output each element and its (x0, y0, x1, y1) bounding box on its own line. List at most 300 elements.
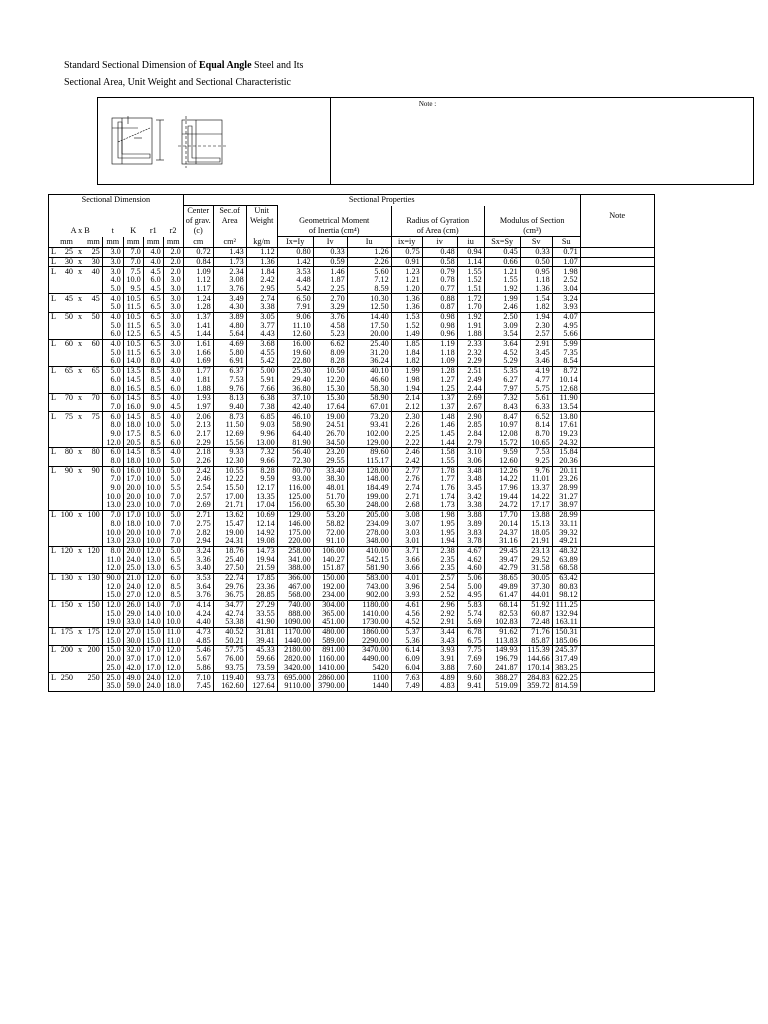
cell-type (49, 322, 59, 331)
cell-riv: 1.98 (422, 510, 457, 519)
cell-r1: 10.0 (143, 510, 163, 519)
cell-x (75, 384, 85, 393)
cell-size-b: 25 (85, 248, 102, 258)
cell-iu: 12.50 (347, 303, 391, 312)
cell-type: L (49, 546, 59, 555)
cell-k: 27.0 (123, 591, 143, 600)
header-unit-mm-r2: mm (163, 237, 183, 248)
cell-area: 3.49 (213, 294, 246, 303)
cell-riv: 1.74 (422, 493, 457, 502)
cell-size-a: 100 (58, 510, 75, 519)
cell-riu: 4.62 (457, 555, 484, 564)
cell-rix: 2.76 (391, 475, 422, 484)
cell-k: 26.0 (123, 600, 143, 609)
cell-ix: 740.00 (277, 600, 313, 609)
cell-size-a (58, 501, 75, 510)
cell-weight: 28.85 (246, 591, 277, 600)
cell-sx: 3.64 (484, 339, 520, 348)
cell-r2: 8.5 (163, 582, 183, 591)
cell-sx: 102.83 (484, 618, 520, 627)
cell-t: 6.0 (102, 330, 123, 339)
cell-iv: 3.76 (313, 312, 347, 321)
cell-type (49, 664, 59, 673)
cell-size-a (58, 655, 75, 664)
cell-su: 17.61 (552, 421, 580, 430)
cell-size-a (58, 438, 75, 447)
cell-weight: 2.95 (246, 285, 277, 294)
cell-size-a (58, 457, 75, 466)
cell-sx: 31.16 (484, 537, 520, 546)
cell-su: 10.14 (552, 376, 580, 385)
cell-area: 76.00 (213, 655, 246, 664)
cell-note (580, 322, 654, 331)
cell-cg: 3.24 (183, 546, 213, 555)
cell-riu: 2.32 (457, 349, 484, 358)
cell-cg: 4.14 (183, 600, 213, 609)
cell-size-b (85, 610, 102, 619)
cell-su: 13.54 (552, 403, 580, 412)
cell-note (580, 637, 654, 646)
cell-weight: 5.42 (246, 357, 277, 366)
cell-r1: 10.0 (143, 537, 163, 546)
cell-x (75, 537, 85, 546)
cell-r1: 8.5 (143, 412, 163, 421)
cell-su: 98.12 (552, 591, 580, 600)
cell-sx: 4.52 (484, 349, 520, 358)
header-unit: Unit (246, 206, 277, 217)
cell-t: 15.0 (102, 610, 123, 619)
cell-sx: 5.35 (484, 366, 520, 375)
cell-rix: 2.77 (391, 466, 422, 475)
cell-rix: 2.26 (391, 421, 422, 430)
cell-weight: 17.04 (246, 501, 277, 510)
cell-riv: 2.38 (422, 546, 457, 555)
cell-area: 53.38 (213, 618, 246, 627)
cell-type (49, 682, 59, 691)
cell-riu: 1.92 (457, 312, 484, 321)
cell-note (580, 528, 654, 537)
cell-t: 15.0 (102, 591, 123, 600)
header-unit-mm-k: mm (123, 237, 143, 248)
cell-sv: 7.53 (520, 448, 552, 457)
cell-k: 20.0 (123, 528, 143, 537)
cell-size-a: 90 (58, 466, 75, 475)
cell-sx: 24.37 (484, 528, 520, 537)
cell-x: x (75, 412, 85, 421)
cell-cg: 7.10 (183, 673, 213, 682)
cell-riu: 3.06 (457, 457, 484, 466)
cell-x (75, 475, 85, 484)
cell-note (580, 646, 654, 655)
cell-cg: 2.29 (183, 438, 213, 447)
cell-t: 6.0 (102, 376, 123, 385)
cell-type (49, 537, 59, 546)
cell-su: 383.25 (552, 664, 580, 673)
cell-type: L (49, 573, 59, 582)
cell-area: 10.55 (213, 466, 246, 475)
header-riv: iv (422, 237, 457, 248)
cell-iv: 0.59 (313, 257, 347, 267)
cell-x: x (75, 466, 85, 475)
cell-ix: 19.60 (277, 349, 313, 358)
cell-type (49, 493, 59, 502)
equal-angle-diagram (98, 98, 330, 184)
cell-r1: 10.0 (143, 493, 163, 502)
cell-weight: 33.55 (246, 610, 277, 619)
cell-sv: 37.30 (520, 582, 552, 591)
cell-su: 23.26 (552, 475, 580, 484)
cell-sx: 12.60 (484, 457, 520, 466)
cell-t: 5.0 (102, 322, 123, 331)
cell-cg: 1.17 (183, 285, 213, 294)
cell-note (580, 403, 654, 412)
cell-size-b: 120 (85, 546, 102, 555)
table-row (49, 285, 655, 294)
cell-size-a: 50 (58, 312, 75, 321)
cell-sv: 18.05 (520, 528, 552, 537)
cell-cg: 7.45 (183, 682, 213, 691)
cell-t: 4.0 (102, 312, 123, 321)
header-iu: Iu (347, 237, 391, 248)
cell-size-b (85, 475, 102, 484)
cell-iu: 31.20 (347, 349, 391, 358)
cell-area: 57.75 (213, 646, 246, 655)
cell-size-b (85, 276, 102, 285)
cell-r2: 6.0 (163, 384, 183, 393)
table-row (49, 357, 655, 366)
cell-riu: 3.83 (457, 528, 484, 537)
cell-ix: 64.40 (277, 430, 313, 439)
cell-weight: 1.36 (246, 257, 277, 267)
cell-iv: 589.00 (313, 637, 347, 646)
cell-note (580, 493, 654, 502)
cell-iu: 234.09 (347, 520, 391, 529)
cell-weight: 14.92 (246, 528, 277, 537)
cell-riu: 5.00 (457, 582, 484, 591)
cell-weight: 27.29 (246, 600, 277, 609)
cell-k: 25.0 (123, 564, 143, 573)
header-unit-mm-b: mm (85, 237, 102, 248)
cell-riv: 2.57 (422, 573, 457, 582)
cell-x (75, 655, 85, 664)
cell-su: 1.98 (552, 267, 580, 276)
cell-iu: 583.00 (347, 573, 391, 582)
cell-sv: 14.22 (520, 493, 552, 502)
cell-riu: 2.84 (457, 430, 484, 439)
cell-r1: 9.0 (143, 403, 163, 412)
cell-note (580, 591, 654, 600)
cell-riv: 1.19 (422, 339, 457, 348)
cell-ix: 16.00 (277, 339, 313, 348)
cell-weight: 9.59 (246, 475, 277, 484)
cell-sv: 5.75 (520, 384, 552, 393)
cell-sv: 2.57 (520, 330, 552, 339)
cell-type (49, 655, 59, 664)
cell-riv: 0.96 (422, 330, 457, 339)
header-spacer (49, 206, 184, 217)
cell-ix: 29.40 (277, 376, 313, 385)
cell-size-a (58, 537, 75, 546)
cell-size-b (85, 376, 102, 385)
cell-x: x (75, 267, 85, 276)
cell-type: L (49, 510, 59, 519)
cell-riv: 1.73 (422, 501, 457, 510)
cell-sx: 61.47 (484, 591, 520, 600)
cell-iu: 3470.00 (347, 646, 391, 655)
header-a-x-b: A x B (70, 226, 90, 236)
cell-note (580, 582, 654, 591)
cell-iu: 115.17 (347, 457, 391, 466)
cell-r1: 6.0 (143, 276, 163, 285)
cell-r1: 6.5 (143, 339, 163, 348)
cell-type (49, 438, 59, 447)
cell-ix: 388.00 (277, 564, 313, 573)
cell-t: 9.0 (102, 484, 123, 493)
cell-x (75, 322, 85, 331)
cell-size-a (58, 664, 75, 673)
cell-iu: 89.60 (347, 448, 391, 457)
cell-sv: 13.88 (520, 510, 552, 519)
cell-su: 33.11 (552, 520, 580, 529)
cell-r2: 2.0 (163, 267, 183, 276)
cell-ix: 568.00 (277, 591, 313, 600)
cell-type: L (49, 673, 59, 682)
cell-weight: 14.73 (246, 546, 277, 555)
cell-cg: 1.93 (183, 394, 213, 403)
cell-note (580, 248, 654, 258)
cell-weight: 10.69 (246, 510, 277, 519)
cell-sv: 4.77 (520, 376, 552, 385)
cell-r1: 17.0 (143, 646, 163, 655)
cell-x (75, 564, 85, 573)
cell-rix: 2.12 (391, 403, 422, 412)
cell-iv: 1.87 (313, 276, 347, 285)
cell-iu: 2.26 (347, 257, 391, 267)
note-box (97, 97, 754, 185)
cell-sx: 7.32 (484, 394, 520, 403)
cell-iv: 23.20 (313, 448, 347, 457)
cell-riu: 2.90 (457, 412, 484, 421)
cell-riu: 3.48 (457, 475, 484, 484)
cell-k: 16.0 (123, 403, 143, 412)
cell-size-b (85, 322, 102, 331)
cell-t: 6.0 (102, 466, 123, 475)
cell-t: 10.0 (102, 493, 123, 502)
cell-riv: 1.45 (422, 430, 457, 439)
cell-note (580, 673, 654, 682)
cell-riv: 1.95 (422, 520, 457, 529)
cell-cg: 2.82 (183, 528, 213, 537)
cell-t: 15.0 (102, 646, 123, 655)
cell-r2: 11.0 (163, 627, 183, 636)
cell-ix: 81.90 (277, 438, 313, 447)
cell-r2: 7.0 (163, 520, 183, 529)
cell-k: 49.0 (123, 673, 143, 682)
cell-ix: 42.40 (277, 403, 313, 412)
cell-type (49, 555, 59, 564)
cell-t: 4.0 (102, 294, 123, 303)
cell-r2: 6.0 (163, 438, 183, 447)
cell-su: 39.32 (552, 528, 580, 537)
cell-size-a (58, 520, 75, 529)
cell-size-a (58, 330, 75, 339)
cell-weight: 73.59 (246, 664, 277, 673)
cell-size-b: 40 (85, 267, 102, 276)
cell-su: 622.25 (552, 673, 580, 682)
cell-su: 49.21 (552, 537, 580, 546)
header-of-area: of Area (cm) (391, 226, 484, 237)
cell-x (75, 457, 85, 466)
cell-sv: 29.52 (520, 555, 552, 564)
cell-r2: 3.0 (163, 312, 183, 321)
cell-area: 12.69 (213, 430, 246, 439)
cell-area: 119.40 (213, 673, 246, 682)
cell-note (580, 664, 654, 673)
cell-k: 14.5 (123, 376, 143, 385)
cell-riv: 1.28 (422, 366, 457, 375)
cell-r1: 8.5 (143, 394, 163, 403)
cell-weight: 1.84 (246, 267, 277, 276)
cell-size-b: 30 (85, 257, 102, 267)
cell-size-a: 60 (58, 339, 75, 348)
cell-sx: 7.97 (484, 384, 520, 393)
cell-size-b (85, 384, 102, 393)
cell-cg: 1.12 (183, 276, 213, 285)
cell-k: 11.5 (123, 349, 143, 358)
cell-k: 16.5 (123, 384, 143, 393)
cell-note (580, 294, 654, 303)
cell-note (580, 448, 654, 457)
cell-note (580, 276, 654, 285)
cell-riu: 2.29 (457, 357, 484, 366)
cell-t: 6.0 (102, 357, 123, 366)
cell-sx: 0.45 (484, 248, 520, 258)
cell-area: 3.08 (213, 276, 246, 285)
cell-iv: 2.70 (313, 294, 347, 303)
header-unit-kgm: kg/m (246, 237, 277, 248)
cell-size-b (85, 582, 102, 591)
equal-angle-table (48, 194, 655, 692)
cell-riv: 0.78 (422, 276, 457, 285)
cell-cg: 3.36 (183, 555, 213, 564)
cell-area: 27.50 (213, 564, 246, 573)
cell-area: 3.89 (213, 312, 246, 321)
cell-riv: 1.25 (422, 384, 457, 393)
cell-riu: 1.51 (457, 285, 484, 294)
cell-size-b (85, 501, 102, 510)
header-rix: ix=iy (391, 237, 422, 248)
cell-t: 8.0 (102, 520, 123, 529)
cell-iu: 278.00 (347, 528, 391, 537)
cell-x: x (75, 546, 85, 555)
cell-iu: 20.00 (347, 330, 391, 339)
cell-t: 12.0 (102, 582, 123, 591)
cell-iu: 348.00 (347, 537, 391, 546)
cell-cg: 3.53 (183, 573, 213, 582)
cell-t: 6.0 (102, 394, 123, 403)
cell-r1: 10.0 (143, 457, 163, 466)
cell-r1: 8.5 (143, 430, 163, 439)
cell-cg: 1.24 (183, 294, 213, 303)
header-unit-mm-a: mm (58, 237, 75, 248)
cell-rix: 2.68 (391, 501, 422, 510)
cell-r2: 5.0 (163, 421, 183, 430)
cell-riv: 3.43 (422, 637, 457, 646)
cell-iv: 106.00 (313, 546, 347, 555)
cell-r2: 3.0 (163, 285, 183, 294)
cell-iv: 2860.00 (313, 673, 347, 682)
cell-sx: 5.29 (484, 357, 520, 366)
cell-x: x (75, 510, 85, 519)
cell-size-a (58, 403, 75, 412)
cell-ix: 695.000 (277, 673, 313, 682)
cell-riu: 2.85 (457, 421, 484, 430)
cell-size-a (58, 276, 75, 285)
cell-size-b (85, 438, 102, 447)
cell-x (75, 285, 85, 294)
cell-r2: 10.0 (163, 618, 183, 627)
cell-x: x (75, 366, 85, 375)
cell-sv: 8.14 (520, 421, 552, 430)
cell-type: L (49, 257, 59, 267)
cell-sv: 23.13 (520, 546, 552, 555)
cell-iv: 17.64 (313, 403, 347, 412)
cell-rix: 1.53 (391, 312, 422, 321)
header-spacer-2 (277, 206, 391, 217)
cell-ix: 36.80 (277, 384, 313, 393)
cell-riu: 3.78 (457, 537, 484, 546)
cell-note (580, 610, 654, 619)
cell-iu: 1730.00 (347, 618, 391, 627)
cell-iv: 3.29 (313, 303, 347, 312)
cell-riu: 2.69 (457, 394, 484, 403)
cell-size-b (85, 564, 102, 573)
cell-riv: 0.87 (422, 303, 457, 312)
cell-t: 90.0 (102, 573, 123, 582)
cell-t: 3.0 (102, 257, 123, 267)
cell-iv: 3790.00 (313, 682, 347, 691)
cell-size-a: 65 (58, 366, 75, 375)
cell-r2: 7.0 (163, 600, 183, 609)
cell-cg: 1.44 (183, 330, 213, 339)
cell-size-b (85, 664, 102, 673)
cell-ix: 12.60 (277, 330, 313, 339)
cell-size-a (58, 376, 75, 385)
cell-riu: 1.88 (457, 330, 484, 339)
cell-type: L (49, 267, 59, 276)
cell-area: 6.37 (213, 366, 246, 375)
cell-iv: 65.30 (313, 501, 347, 510)
cell-iv: 4.58 (313, 322, 347, 331)
cell-area: 3.76 (213, 285, 246, 294)
cell-su: 11.90 (552, 394, 580, 403)
cell-iu: 46.60 (347, 376, 391, 385)
cell-ix: 129.00 (277, 510, 313, 519)
cell-iv: 8.28 (313, 357, 347, 366)
cell-t: 10.0 (102, 528, 123, 537)
table-row (49, 384, 655, 393)
cell-r1: 10.0 (143, 484, 163, 493)
cell-weight: 12.17 (246, 484, 277, 493)
cell-cg: 3.76 (183, 591, 213, 600)
cell-sv: 3.46 (520, 357, 552, 366)
cell-k: 20.0 (123, 546, 143, 555)
cell-r2: 7.0 (163, 501, 183, 510)
table-row (49, 501, 655, 510)
header-area: Area (213, 216, 246, 226)
cell-riv: 4.83 (422, 682, 457, 691)
cell-riv: 1.94 (422, 537, 457, 546)
